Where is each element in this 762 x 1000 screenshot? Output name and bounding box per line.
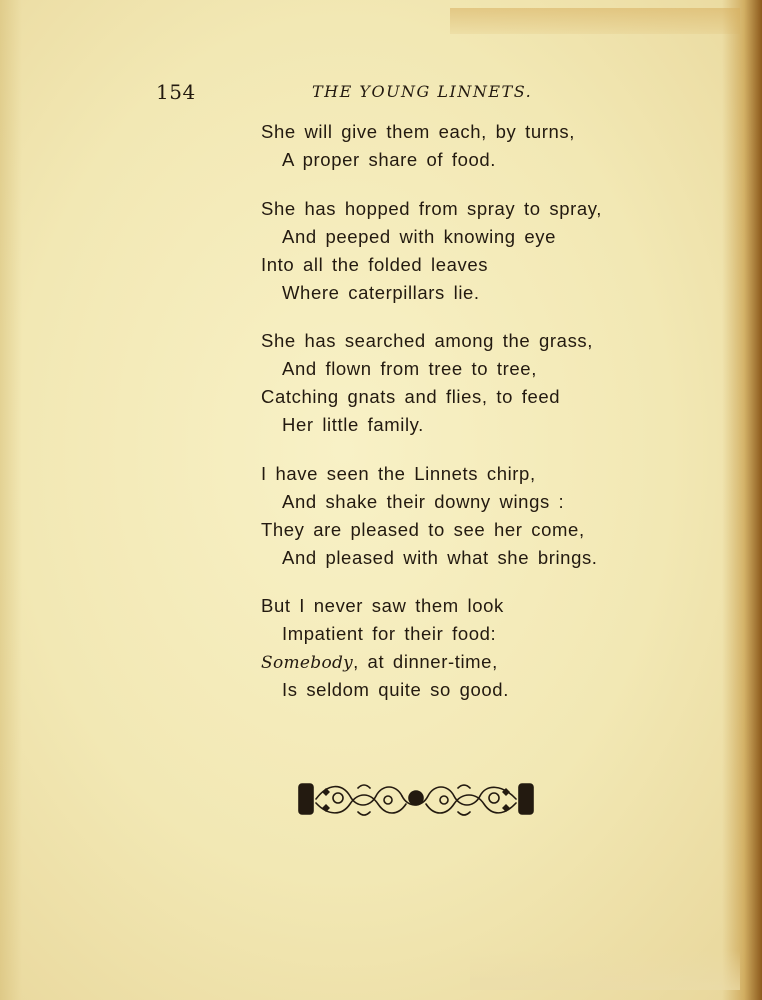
stanza — [261, 118, 641, 174]
poem-line: They are pleased to see her come, — [261, 518, 585, 540]
stanza — [261, 327, 641, 439]
poem-line: She has hopped from spray to spray, — [261, 197, 602, 219]
italic-word: Somebody — [261, 653, 354, 673]
poem-line: And peeped with knowing eye — [282, 225, 557, 247]
poem-line: And pleased with what she brings. — [282, 546, 598, 568]
poem-line: Her little family. — [282, 414, 424, 435]
stanza — [261, 460, 641, 572]
poem-line: Into all the folded leaves — [261, 253, 489, 275]
page-number: 154 — [156, 80, 196, 104]
poem-line: But I never saw them look — [261, 595, 504, 616]
poem-line: Impatient for their food: — [282, 623, 497, 644]
poem-line: A proper share of food. — [282, 149, 497, 170]
page-edge-right — [722, 0, 762, 1000]
running-head: THE YOUNG LINNETS. — [312, 82, 533, 101]
poem-line: She has searched among the grass, — [261, 330, 594, 351]
poem-line — [261, 648, 641, 676]
poem — [261, 118, 641, 725]
line-remainder: , at dinner-time, — [353, 651, 498, 672]
stanza — [261, 195, 641, 307]
poem-line: And flown from tree to tree, — [282, 358, 537, 379]
decorative-tailpiece-icon — [298, 778, 534, 820]
poem-line: And shake their downy wings : — [282, 490, 565, 512]
scan-strip-bottom — [470, 950, 740, 990]
poem-line: I have seen the Linnets chirp, — [261, 462, 536, 484]
poem-line: Catching gnats and flies, to feed — [261, 386, 561, 407]
poem-line: She will give them each, by turns, — [261, 121, 575, 142]
page-edge-left — [0, 0, 22, 1000]
poem-line: Is seldom quite so good. — [282, 679, 509, 700]
poem-line: Where caterpillars lie. — [282, 281, 480, 303]
stanza — [261, 592, 641, 704]
scan-strip-top — [450, 8, 740, 34]
